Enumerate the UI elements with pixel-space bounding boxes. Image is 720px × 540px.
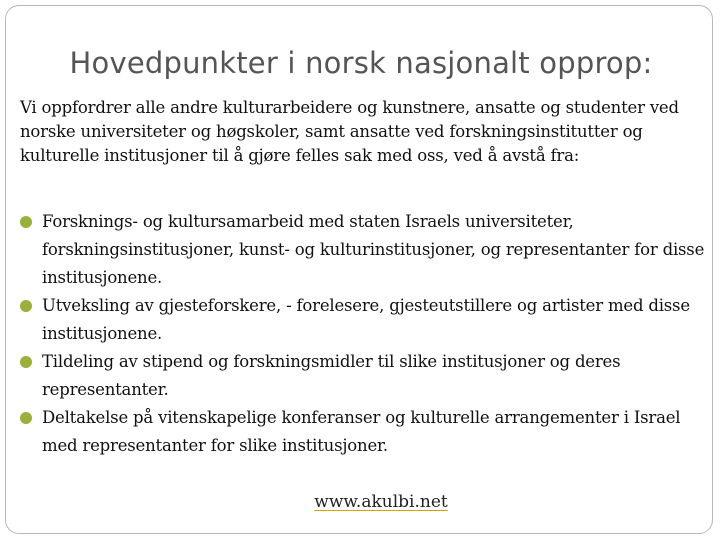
bullet-text: Utveksling av gjesteforskere, - forelesere, gjesteutstillere og artister med disse institusjonene. [42, 296, 690, 343]
bullet-item [20, 292, 710, 348]
bullet-text: Forsknings- og kultursamarbeid med staten Israels universiteter, forskningsinstitusjoner, kunst- og kulturinstitusjoner, og representanter for disse institusjonene. [42, 212, 705, 287]
slide-title: Hovedpunkter i norsk nasjonalt opprop: [69, 46, 653, 80]
bullet-text: Tildeling av stipend og forskningsmidler til slike institusjoner og deres representanter. [42, 352, 621, 399]
bullet-text: Deltakelse på vitenskapelige konferanser og kulturelle arrangementer i Israel med representanter for slike institusjoner. [42, 408, 681, 455]
bullet-dot-icon [20, 412, 32, 424]
bullet-dot-icon [20, 300, 32, 312]
bullet-item [20, 404, 710, 460]
bullet-dot-icon [20, 216, 32, 228]
bullet-dot-icon [20, 356, 32, 368]
slide-frame [5, 5, 713, 534]
bullet-list [20, 208, 710, 460]
website-link[interactable]: www.akulbi.net [314, 492, 448, 512]
bullet-item [20, 208, 710, 292]
intro-paragraph: Vi oppfordrer alle andre kulturarbeidere og kunstnere, ansatte og studenter ved norske universiteter og høgskoler, samt ansatte ved forskningsinstitutter og kulturelle institusjoner til å gjøre felles sak med oss, ved å avstå fra: [20, 98, 679, 165]
bullet-item [20, 348, 710, 404]
